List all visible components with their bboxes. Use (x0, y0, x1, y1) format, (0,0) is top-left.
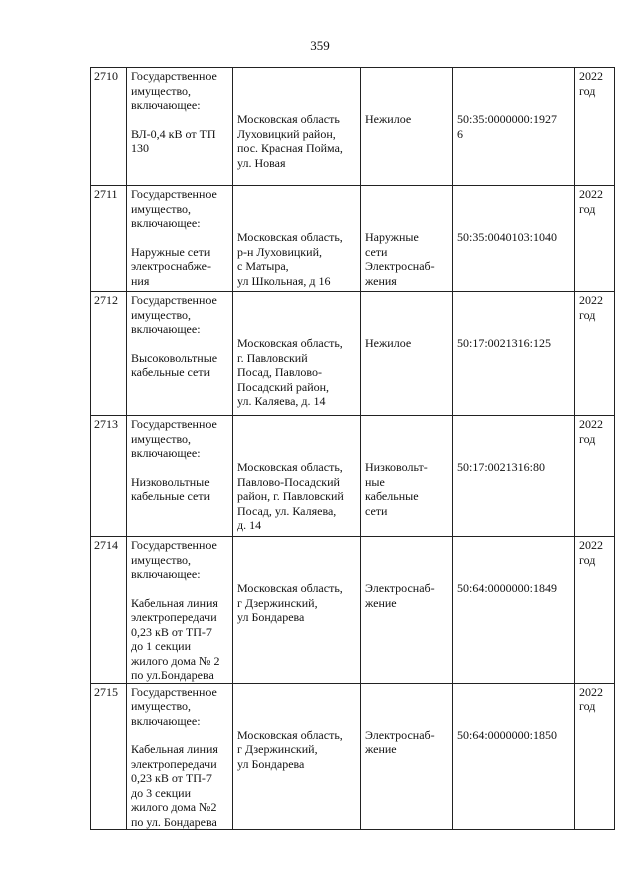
row-number: 2712 (91, 292, 127, 416)
cadastral-cell (453, 68, 575, 186)
object-name: Низковольтные кабельные сети (131, 474, 210, 503)
name-cell (127, 186, 233, 292)
year-cell: 2022 год (575, 537, 615, 684)
object-address: Московская область, г Дзержинский, ул Бондарева (237, 581, 343, 624)
object-address: Московская область, г. Павловский Посад, Павлово- Посадский район, ул. Каляева, д. 14 (237, 336, 343, 408)
purpose-cell (361, 68, 453, 186)
row-heading: Государственное имущество, включающее: (131, 293, 217, 336)
cadastral-number: 50:17:0021316:125 (457, 336, 552, 350)
row-heading: Государственное имущество, включающее: (131, 69, 217, 112)
object-name: Высоковольтные кабельные сети (131, 350, 218, 379)
object-purpose: Низковольт- ные кабельные сети (365, 460, 428, 518)
name-cell (127, 416, 233, 537)
row-number: 2710 (91, 68, 127, 186)
row-heading: Государственное имущество, включающее: (131, 187, 217, 230)
object-purpose: Наружные сети Электроснаб- жения (365, 230, 435, 288)
name-cell (127, 537, 233, 684)
cadastral-number: 50:35:0000000:1927 6 (457, 112, 558, 141)
address-cell (233, 416, 361, 537)
cadastral-number: 50:17:0021316:80 (457, 460, 546, 474)
purpose-cell (361, 292, 453, 416)
address-cell (233, 683, 361, 830)
object-name: ВЛ-0,4 кВ от ТП 130 (131, 126, 216, 155)
cadastral-cell (453, 683, 575, 830)
object-name: Кабельная линия электропередачи 0,23 кВ от ТП-7 до 1 секции жилого дома № 2 по ул.Бондарева (131, 595, 220, 682)
cadastral-cell (453, 292, 575, 416)
table-row (91, 537, 615, 684)
purpose-cell (361, 416, 453, 537)
row-heading: Государственное имущество, включающее: (131, 684, 217, 728)
object-address: Московская область, Павлово-Посадский район, г. Павловский Посад, ул. Каляева, д. 14 (237, 460, 344, 532)
cadastral-cell (453, 186, 575, 292)
year-cell: 2022 год (575, 683, 615, 830)
table-row (91, 68, 615, 186)
table-row (91, 683, 615, 830)
object-purpose: Нежилое (365, 112, 412, 126)
year-cell: 2022 год (575, 68, 615, 186)
table-row (91, 416, 615, 537)
address-cell (233, 68, 361, 186)
address-cell (233, 186, 361, 292)
cadastral-number: 50:64:0000000:1850 (457, 727, 558, 742)
object-address: Московская область, р-н Луховицкий, с Матыра, ул Школьная, д 16 (237, 230, 343, 288)
row-number: 2713 (91, 416, 127, 537)
object-address: Московская область Луховицкий район, пос. Красная Пойма, ул. Новая (237, 112, 343, 170)
cadastral-cell (453, 416, 575, 537)
cadastral-number: 50:64:0000000:1849 (457, 581, 558, 595)
page-number: 359 (310, 38, 330, 53)
cadastral-number: 50:35:0040103:1040 (457, 230, 558, 244)
address-cell (233, 292, 361, 416)
purpose-cell (361, 186, 453, 292)
table-row (91, 292, 615, 416)
purpose-cell (361, 537, 453, 684)
object-address: Московская область, г Дзержинский, ул Бондарева (237, 727, 343, 771)
row-number: 2714 (91, 537, 127, 684)
row-number: 2711 (91, 186, 127, 292)
year-cell: 2022 год (575, 292, 615, 416)
table-row (91, 186, 615, 292)
object-name: Наружные сети электроснабже- ния (131, 244, 211, 288)
name-cell (127, 68, 233, 186)
name-cell (127, 683, 233, 830)
purpose-cell (361, 683, 453, 830)
row-number: 2715 (91, 683, 127, 830)
property-table (90, 67, 615, 830)
object-purpose: Электроснаб- жение (365, 727, 435, 756)
row-heading: Государственное имущество, включающее: (131, 538, 217, 581)
address-cell (233, 537, 361, 684)
cadastral-cell (453, 537, 575, 684)
object-purpose: Нежилое (365, 336, 412, 350)
year-cell: 2022 год (575, 416, 615, 537)
row-heading: Государственное имущество, включающее: (131, 417, 217, 460)
object-name: Кабельная линия электропередачи 0,23 кВ от ТП-7 до 3 секции жилого дома №2 по ул. Бондарева (131, 742, 218, 829)
object-purpose: Электроснаб- жение (365, 581, 435, 610)
year-cell: 2022 год (575, 186, 615, 292)
name-cell (127, 292, 233, 416)
